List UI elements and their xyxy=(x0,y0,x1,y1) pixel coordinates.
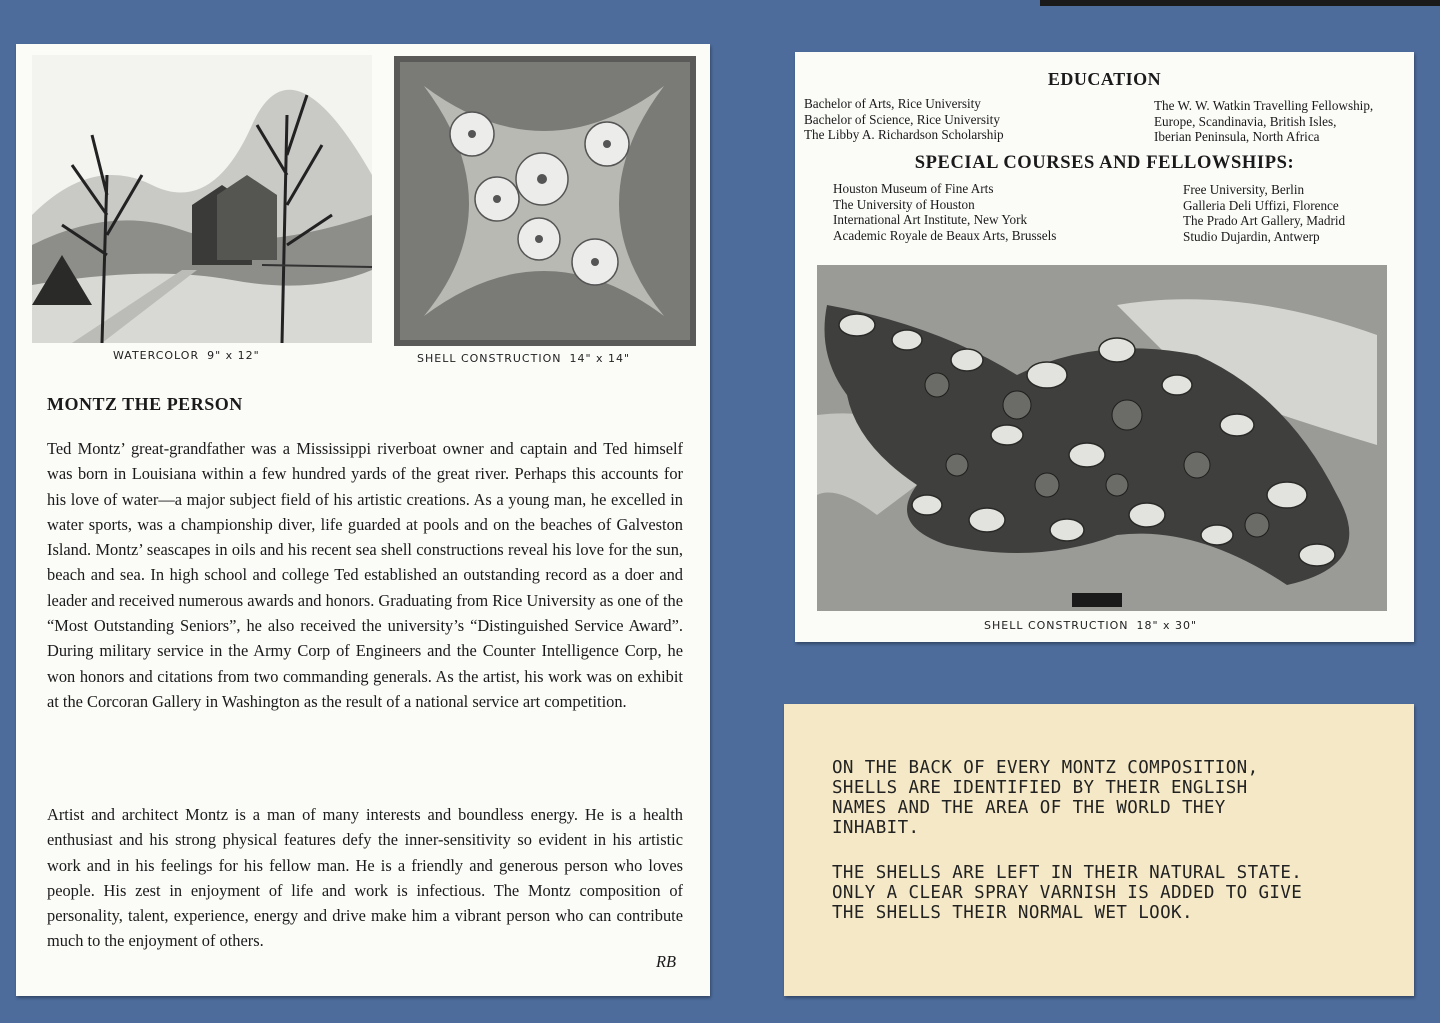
list-item: Europe, Scandinavia, British Isles, xyxy=(1154,113,1337,129)
shell-caption-large xyxy=(984,619,1197,632)
watercolor-caption-text: WATERCOLOR xyxy=(113,349,200,362)
author-initials: RB xyxy=(656,952,677,971)
list-item: Free University, Berlin xyxy=(1183,182,1305,197)
list-item: The University of Houston xyxy=(833,196,975,212)
education-list-left xyxy=(804,96,1004,143)
list-item: Academic Royale de Beaux Arts, Brussels xyxy=(833,227,1057,243)
biography-paragraph-1: Ted Montz’ great-grandfather was a Mississippi riverboat owner and captain and Ted himself was born in Louisiana within a few hundred yards of the great river. Perhaps this accounts for his love of water—a major subject field of his artistic creations. As a young man, he excelled in water sports, was a championship diver, life guarded at pools and on the beaches of Galveston Island. Montz’ seascapes in oils and his recent sea shell constructions reveal his love for the sun, beach and sea. In high school and college Ted established an outstanding record as a doer and leader and received numerous awards and honors. Graduating from Rice University as one of the “Most Outstanding Seniors”, he also received the university’s “Distinguished Service Award”. During military service in the Army Corp of Engineers and the Counter Intelligence Corp, he won honors and citations from two commanding generals. As the artist, his work was on exhibit at the Corcoran Gallery in Washington as the result of a national service art competition. xyxy=(47,439,683,711)
shell-construction-picture-large xyxy=(817,265,1387,611)
list-item: Bachelor of Science, Rice University xyxy=(804,111,1000,127)
shell-construction-image-large xyxy=(817,265,1387,611)
watercolor-image xyxy=(32,55,372,343)
list-item: Iberian Peninsula, North Africa xyxy=(1154,129,1320,145)
shell-caption-large-size: 18" x 30" xyxy=(1136,619,1198,632)
note-paragraph-1: ON THE BACK OF EVERY MONTZ COMPOSITION, SHELLS ARE IDENTIFIED BY THEIR ENGLISH NAMES AND THE AREA OF THE WORLD THEY INHABIT. xyxy=(832,758,1259,838)
section-heading-montz-the-person: MONTZ THE PERSON xyxy=(47,394,243,414)
shell-caption-small-size: 14" x 14" xyxy=(569,352,631,365)
list-item: The Libby A. Richardson Scholarship xyxy=(804,127,1004,143)
watercolor-caption-size: 9" x 12" xyxy=(207,349,260,362)
shell-caption-small-text: SHELL CONSTRUCTION xyxy=(417,352,562,365)
typewritten-note-card xyxy=(784,704,1414,996)
watercolor-landscape-picture xyxy=(32,55,372,343)
shell-caption-large-text: SHELL CONSTRUCTION xyxy=(984,619,1129,632)
biography-paragraph-2: Artist and architect Montz is a man of many interests and boundless energy. He is a health enthusiast and his strong physical features defy the inner-sensitivity so evident in his artistic work and in his feelings for his fellow man. He is a friendly and generous person who loves people. His zest in enjoyment of life and work is infectious. The Montz composition of personality, talent, experience, energy and drive make him a vibrant person who can contribute much to the enjoyment of others. xyxy=(47,805,683,951)
shell-caption-small xyxy=(417,352,630,365)
education-heading: EDUCATION xyxy=(1047,69,1162,89)
top-edge-strip xyxy=(1040,0,1440,6)
courses-list-left xyxy=(833,181,1056,243)
list-item: Houston Museum of Fine Arts xyxy=(833,181,994,196)
education-list-right xyxy=(1154,98,1373,145)
list-item: Studio Dujardin, Antwerp xyxy=(1183,228,1320,244)
montz-the-person-card xyxy=(16,44,710,996)
list-item: Bachelor of Arts, Rice University xyxy=(804,96,981,111)
special-courses-heading: SPECIAL COURSES AND FELLOWSHIPS: xyxy=(914,153,1295,173)
shell-construction-picture-small xyxy=(394,56,696,346)
list-item: The Prado Art Gallery, Madrid xyxy=(1183,213,1346,229)
list-item: International Art Institute, New York xyxy=(833,212,1028,228)
watercolor-caption xyxy=(113,349,260,362)
shell-construction-image-small xyxy=(394,56,696,346)
courses-list-right xyxy=(1183,182,1345,244)
education-card xyxy=(795,52,1414,642)
note-paragraph-2: THE SHELLS ARE LEFT IN THEIR NATURAL STATE. ONLY A CLEAR SPRAY VARNISH IS ADDED TO GIVE THE SHELLS THEIR NORMAL WET LOOK. xyxy=(832,863,1303,923)
list-item: Galleria Deli Uffizi, Florence xyxy=(1183,197,1339,213)
list-item: The W. W. Watkin Travelling Fellowship, xyxy=(1154,98,1374,113)
